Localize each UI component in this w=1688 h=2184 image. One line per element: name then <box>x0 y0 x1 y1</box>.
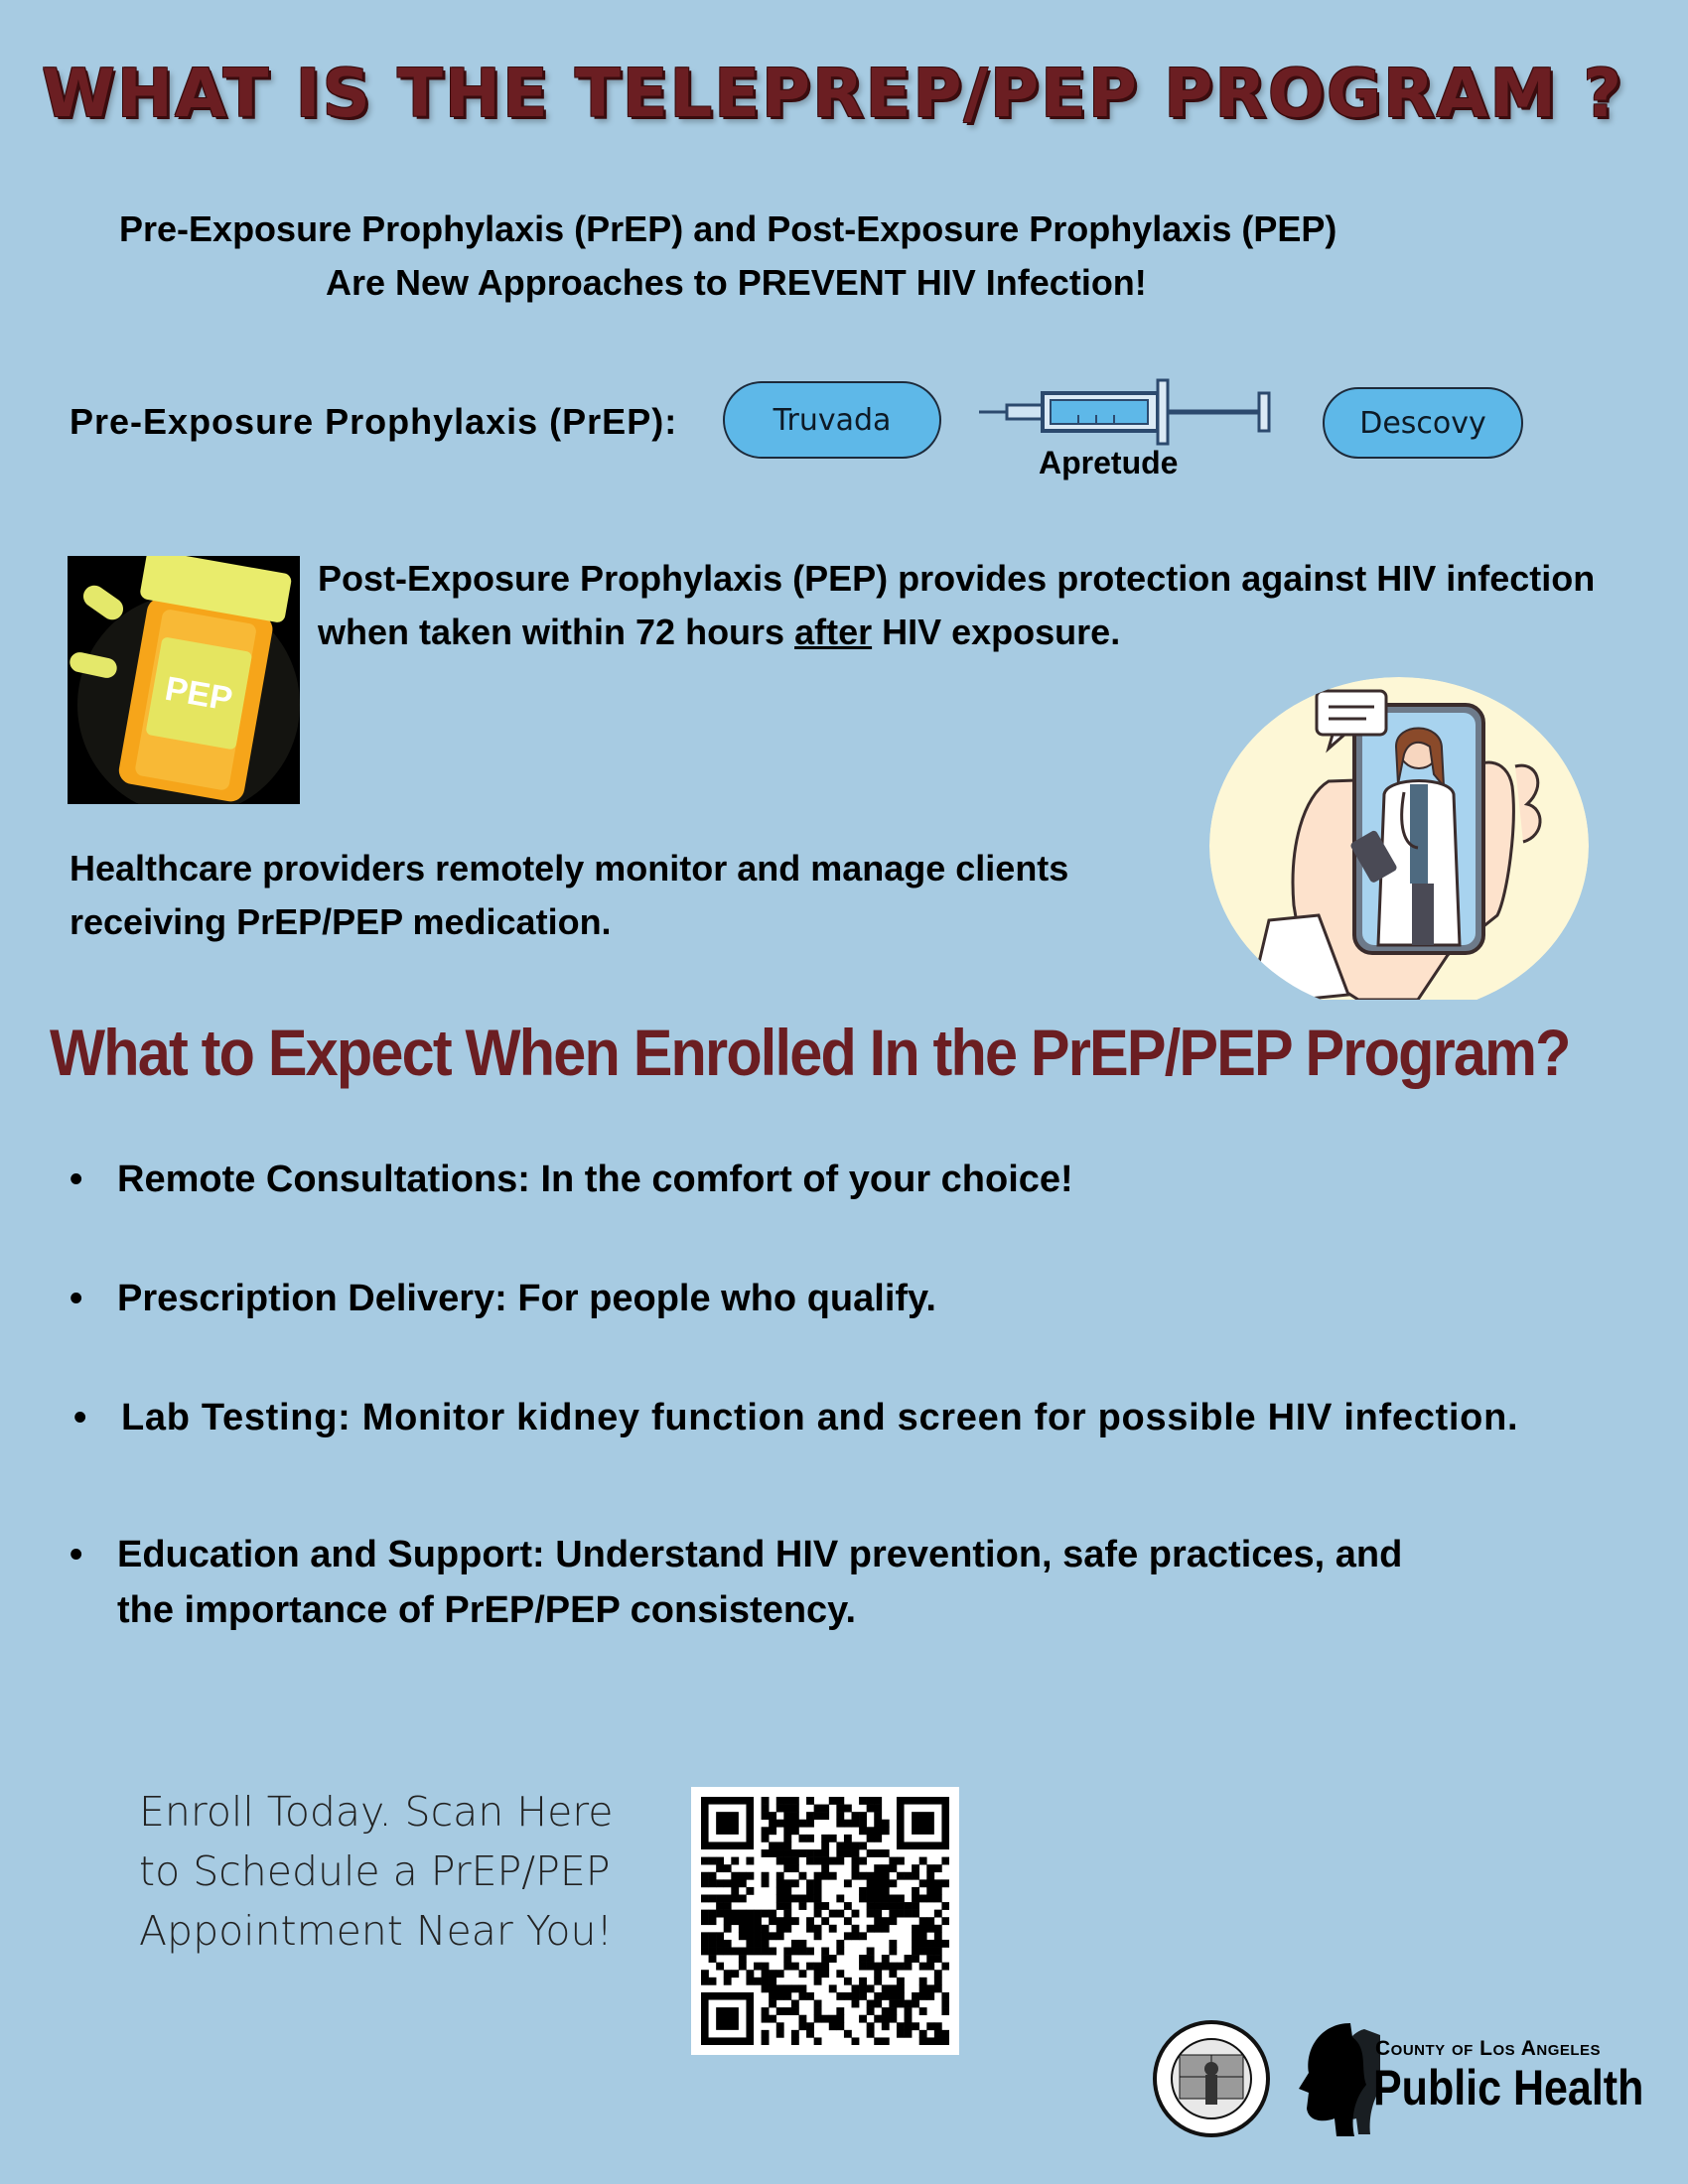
syringe-icon <box>977 377 1275 447</box>
qr-code-icon <box>701 1797 949 2045</box>
expect-heading: What to Expect When Enrolled In the PrEP/PEP Program? <box>50 1016 1570 1089</box>
bullet-icon: • <box>70 1534 83 1575</box>
department-name: Public Health <box>1373 2060 1644 2116</box>
intro-line-2: Are New Approaches to PREVENT HIV Infection! <box>326 262 1147 303</box>
pill-bottle-icon <box>68 556 300 804</box>
bullet-remote-consultations: • Remote Consultations: In the comfort of your choice! <box>70 1152 1073 1207</box>
county-name: County of Los Angeles <box>1375 2037 1602 2060</box>
page-title: WHAT IS THE TELEPREP/PEP PROGRAM ? <box>42 55 1624 132</box>
prep-label: Pre-Exposure Prophylaxis (PrEP): <box>70 401 678 442</box>
bullet-lab-testing: • Lab Testing: Monitor kidney function and screen for possible HIV infection. <box>73 1390 1518 1445</box>
pep-description: Post-Exposure Prophylaxis (PEP) provides protection against HIV infection when taken within 72 hours after HIV exposure. <box>318 558 1596 652</box>
silhouette-icon <box>1291 2019 1380 2140</box>
enroll-call-to-action: Enroll Today. Scan Here to Schedule a PrEP/PEP Appointment Near You! <box>139 1788 614 1955</box>
telehealth-doctor-illustration <box>1209 677 1589 1000</box>
intro-line-1: Pre-Exposure Prophylaxis (PrEP) and Post-Exposure Prophylaxis (PEP) <box>119 208 1337 249</box>
descovy-badge: Descovy <box>1323 387 1523 459</box>
bullet-education-support: • Education and Support: Understand HIV prevention, safe practices, and the importance of PrEP/PEP consistency. <box>70 1527 1402 1638</box>
county-seal-logo <box>1152 2019 1271 2138</box>
bullet-icon: • <box>73 1397 88 1438</box>
bullet-icon: • <box>70 1278 83 1319</box>
after-emphasis: after <box>794 612 873 652</box>
providers-description: Healthcare providers remotely monitor and manage clients receiving PrEP/PEP medication. <box>70 848 1069 942</box>
truvada-badge: Truvada <box>723 381 941 459</box>
apretude-label: Apretude <box>1039 445 1179 480</box>
pep-icon-label: PEP <box>162 669 235 719</box>
bullet-icon: • <box>70 1159 83 1200</box>
qr-code[interactable] <box>691 1787 959 2055</box>
bullet-prescription-delivery: • Prescription Delivery: For people who qualify. <box>70 1271 936 1326</box>
